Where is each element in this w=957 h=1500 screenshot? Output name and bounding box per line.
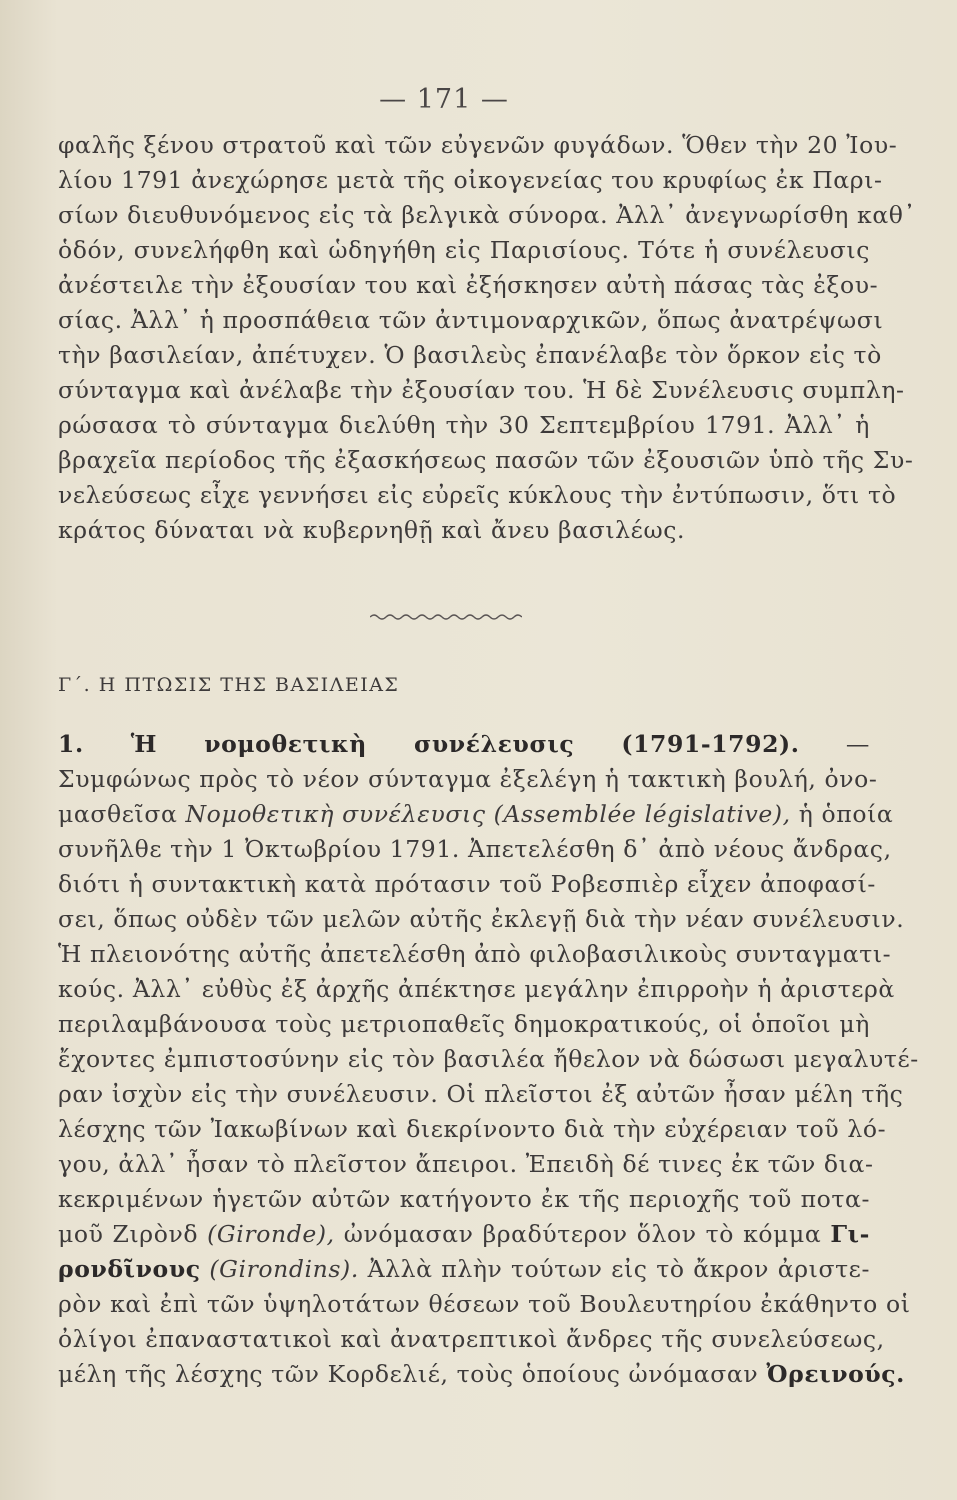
wavy-divider-ornament — [370, 612, 522, 622]
text-line: κράτος δύναται νὰ κυβερνηθῇ καὶ ἄνευ βασιλέως. — [58, 516, 686, 544]
text-line: σύνταγμα καὶ ἀνέλαβε τὴν ἐξουσίαν του. Ἡ δὲ Συνέλευσις συμπλη- — [58, 376, 905, 404]
text-line: κούς. Ἀλλ᾿ εὐθὺς ἐξ ἀρχῆς ἀπέκτησε μεγάλην ἐπιρροὴν ἡ ἀριστερὰ — [58, 975, 895, 1003]
text-line — [58, 1217, 870, 1252]
subsection-title: 1. Ἡ νομοθετικὴ συνέλευσις (1791-1792). — [58, 730, 800, 758]
text-line: ὁδόν, συνελήφθη καὶ ὡδηγήθη εἰς Παρισίους. Τότε ἡ συνέλευσις — [58, 236, 870, 264]
text-line: ὀλίγοι ἐπαναστατικοὶ καὶ ἀνατρεπτικοὶ ἄνδρες τῆς συνελεύσεως, — [58, 1325, 885, 1353]
text-line: σίας. Ἀλλ᾿ ἡ προσπάθεια τῶν ἀντιμοναρχικῶν, ὅπως ἀνατρέψωσι — [58, 306, 884, 334]
text-line: σίων διευθυνόμενος εἰς τὰ βελγικὰ σύνορα. Ἀλλ᾿ ἀνεγνωρίσθη καθ᾿ — [58, 201, 916, 229]
italic-term: (Girondins). — [200, 1255, 359, 1283]
text-span: — — [799, 730, 870, 758]
text-span: μοῦ Ζιρὸνδ — [58, 1220, 208, 1248]
text-line: τὴν βασιλείαν, ἀπέτυχεν. Ὁ βασιλεὺς ἐπανέλαβε τὸν ὅρκον εἰς τὸ — [58, 341, 882, 369]
italic-term: Νομοθετικὴ συνέλευσις (Assemblée législative), — [185, 800, 791, 828]
text-span: μασθεῖσα — [58, 800, 186, 828]
text-line: βραχεῖα περίοδος τῆς ἐξασκήσεως πασῶν τῶν ἐξουσιῶν ὑπὸ τῆς Συ- — [58, 446, 914, 474]
text-line: λέσχης τῶν Ἰακωβίνων καὶ διεκρίνοντο διὰ τὴν εὐχέρειαν τοῦ λό- — [58, 1115, 887, 1143]
text-line: Συμφώνως πρὸς τὸ νέον σύνταγμα ἐξελέγη ἡ τακτικὴ βουλή, ὀνο- — [58, 765, 878, 793]
text-line: διότι ἡ συντακτικὴ κατὰ πρότασιν τοῦ Ροβεσπιὲρ εἶχεν ἀποφασί- — [58, 870, 876, 898]
text-line: ραν ἰσχὺν εἰς τὴν συνέλευσιν. Οἱ πλεῖστοι ἐξ αὐτῶν ἦσαν μέλη τῆς — [58, 1080, 904, 1108]
bold-term: Γι- — [830, 1220, 870, 1248]
text-span: Ἀλλὰ πλὴν τούτων εἰς τὸ ἄκρον ἀριστε- — [358, 1255, 870, 1283]
text-line: ρώσασα τὸ σύνταγμα διελύθη τὴν 30 Σεπτεμβρίου 1791. Ἀλλ᾿ ἡ — [58, 411, 870, 439]
text-line: ἔχοντες ἐμπιστοσύνην εἰς τὸν βασιλέα ἤθελον νὰ δώσωσι μεγαλυτέ- — [58, 1045, 919, 1073]
text-span: μέλη τῆς λέσχης τῶν Κορδελιέ, τοὺς ὁποίους ὠνόμασαν — [58, 1360, 767, 1388]
text-line: περιλαμβάνουσα τοὺς μετριοπαθεῖς δημοκρατικούς, οἱ ὁποῖοι μὴ — [58, 1010, 870, 1038]
italic-term: (Gironde), — [207, 1220, 335, 1248]
text-line: λίου 1791 ἀνεχώρησε μετὰ τῆς οἰκογενείας του κρυφίως ἐκ Παρι- — [58, 166, 883, 194]
paragraph-2 — [58, 727, 919, 1392]
text-line — [58, 1357, 905, 1392]
page-number: — 171 — — [379, 84, 509, 115]
text-line: νελεύσεως εἶχε γεννήσει εἰς εὐρεῖς κύκλους τὴν ἐντύπωσιν, ὅτι τὸ — [58, 481, 897, 509]
text-line: συνῆλθε τὴν 1 Ὀκτωβρίου 1791. Ἀπετελέσθη δ᾿ ἀπὸ νέους ἄνδρας, — [58, 835, 892, 863]
text-line — [58, 727, 870, 762]
text-span: ὠνόμασαν βραδύτερον ὅλον τὸ κόμμα — [334, 1220, 831, 1248]
text-line: Ἡ πλειονότης αὐτῆς ἀπετελέσθη ἀπὸ φιλοβασιλικοὺς συνταγματι- — [58, 940, 892, 968]
bold-term: Ὀρεινούς. — [766, 1360, 905, 1388]
text-line — [58, 797, 894, 832]
text-line: ρὸν καὶ ἐπὶ τῶν ὑψηλοτάτων θέσεων τοῦ Βουλευτηρίου ἐκάθηντο οἱ — [58, 1290, 911, 1318]
paragraph-1 — [58, 128, 916, 548]
section-heading: Γ΄. Η ΠΤΩΣΙΣ ΤΗΣ ΒΑΣΙΛΕΙΑΣ — [58, 674, 400, 696]
text-line: σει, ὅπως οὐδὲν τῶν μελῶν αὐτῆς ἐκλεγῇ διὰ τὴν νέαν συνέλευσιν. — [58, 905, 905, 933]
text-line: φαλῆς ξένου στρατοῦ καὶ τῶν εὐγενῶν φυγάδων. Ὅθεν τὴν 20 Ἰου- — [58, 131, 898, 159]
text-span: ἡ ὁποία — [790, 800, 894, 828]
text-line: κεκριμένων ἡγετῶν αὐτῶν κατήγοντο ἐκ τῆς περιοχῆς τοῦ ποτα- — [58, 1185, 870, 1213]
text-line: ἀνέστειλε τὴν ἐξουσίαν του καὶ ἐξήσκησεν αὐτὴ πάσας τὰς ἐξου- — [58, 271, 879, 299]
text-line — [58, 1252, 870, 1287]
bold-term: ρονδῖνους — [58, 1255, 201, 1283]
text-line: γου, ἀλλ᾿ ἦσαν τὸ πλεῖστον ἄπειροι. Ἐπειδὴ δέ τινες ἐκ τῶν δια- — [58, 1150, 874, 1178]
